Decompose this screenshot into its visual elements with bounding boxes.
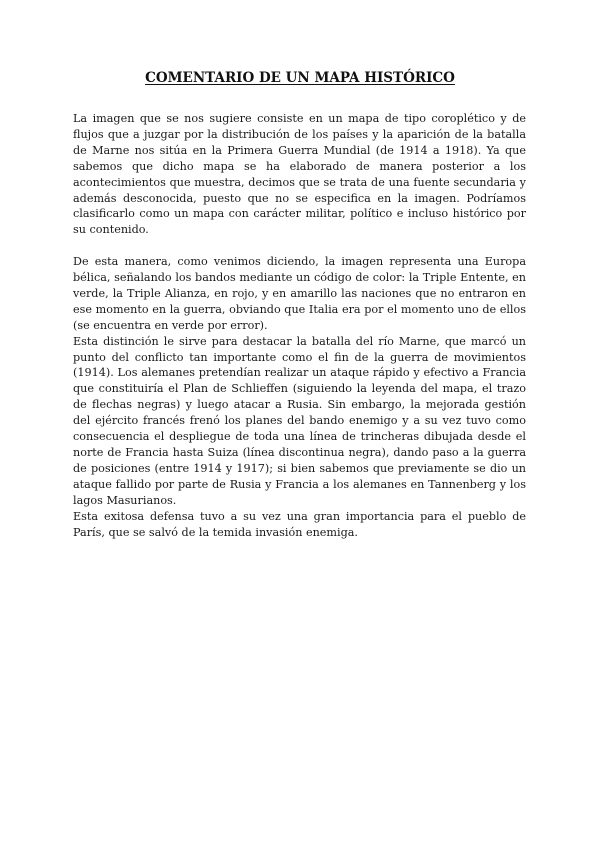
document-title: COMENTARIO DE UN MAPA HISTÓRICO: [145, 70, 455, 86]
paragraph-paris-defense: Esta exitosa defensa tuvo a su vez una gran importancia para el pueblo de París, que se salvó de la temida invasión enemiga.: [73, 509, 526, 539]
paragraph-intro: La imagen que se nos sugiere consiste en un mapa de tipo coroplético y de flujos que a juzgar por la distribución de los países y la aparición de la batalla de Marne nos sitúa en la Primera Guerra Mundial (de 1914 a 1918). Ya que sabemos que dicho mapa se ha elaborado de manera posterior a los acontecimientos que muestra, decimos que se trata de una fuente secundaria y además desconocida, puesto que no se especifica en la imagen. Podríamos clasificarlo como un mapa con carácter militar, político e incluso histórico por su contenido.: [73, 112, 526, 237]
document-body: [73, 111, 526, 540]
paragraph-spacer: [73, 238, 526, 254]
paragraph-color-code: De esta manera, como venimos diciendo, la imagen representa una Europa bélica, señalando los bandos mediante un código de color: la Triple Entente, en verde, la Triple Alianza, en rojo, y en amarillo las naciones que no entraron en ese momento en la guerra, obviando que Italia era por el momento uno de ellos (se encuentra en verde por error).: [73, 255, 526, 332]
paragraph-marne-battle: Esta distinción le sirve para destacar la batalla del río Marne, que marcó un punto del conflicto tan importante como el fin de la guerra de movimientos (1914). Los alemanes pretendían realizar un ataque rápido y efectivo a Francia que constituiría el Plan de Schlieffen (siguiendo la leyenda del mapa, el trazo de flechas negras) y luego atacar a Rusia. Sin embargo, la mejorada gestión del ejército francés frenó los planes del bando enemigo y a su vez tuvo como consecuencia el despliegue de toda una línea de trincheras dibujada desde el norte de Francia hasta Suiza (línea discontinua negra), dando paso a la guerra de posiciones (entre 1914 y 1917); si bien sabemos que previamente se dio un ataque fallido por parte de Rusia y Francia a los alemanes en Tannenberg y los lagos Masurianos.: [73, 334, 526, 507]
